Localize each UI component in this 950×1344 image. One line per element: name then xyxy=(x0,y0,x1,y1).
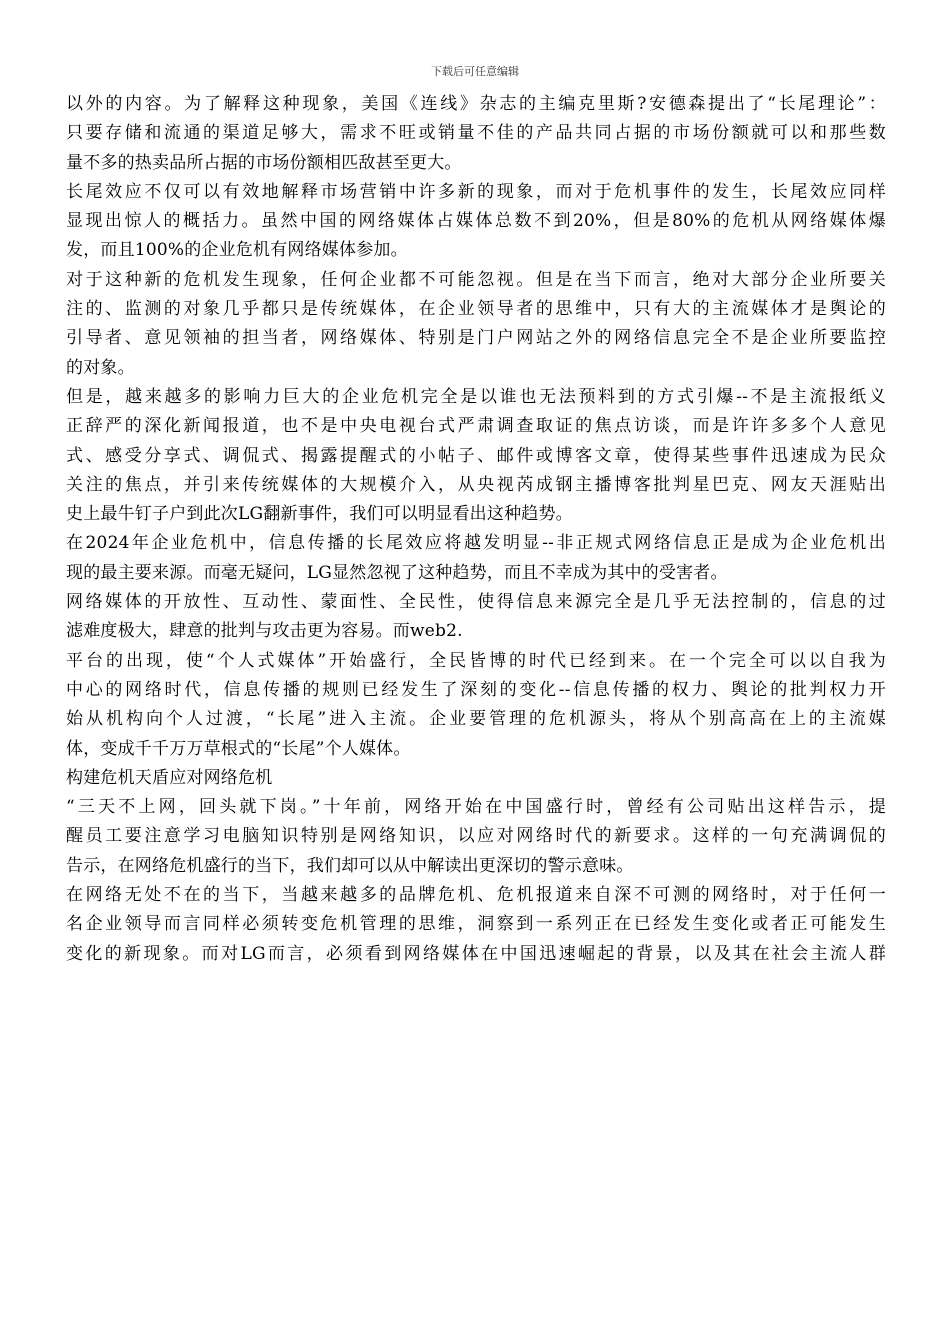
text-line: 名企业领导而言同样必须转变危机管理的思维，洞察到一系列正在已经发生变化或者正可能发生 xyxy=(66,914,886,935)
document-body xyxy=(66,90,886,969)
text-line: 中心的网络时代，信息传播的规则已经发生了深刻的变化--信息传播的权力、舆论的批判权力开 xyxy=(66,679,886,700)
text-line: 关注的焦点，并引来传统媒体的大规模介入，从央视芮成钢主播博客批判星巴克、网友天涯贴出 xyxy=(66,474,886,495)
text-line: 式、感受分享式、调侃式、揭露提醒式的小帖子、邮件或博客文章，使得某些事件迅速成为民众 xyxy=(66,445,886,466)
text-line: 以外的内容。为了解释这种现象，美国《连线》杂志的主编克里斯?安德森提出了“长尾理论”： xyxy=(66,94,886,114)
page-header: 下载后可任意编辑 xyxy=(431,65,519,78)
text-line: 网络媒体的开放性、互动性、蒙面性、全民性，使得信息来源完全是几乎无法控制的，信息的过 xyxy=(66,592,886,613)
text-line: 体，变成千千万万草根式的“长尾”个人媒体。 xyxy=(66,738,411,759)
text-line: 的对象。 xyxy=(66,357,135,378)
text-line: 注的、监测的对象几乎都只是传统媒体，在企业领导者的思维中，只有大的主流媒体才是舆论的 xyxy=(66,299,886,320)
text-line: 发，而且100%的企业危机有网络媒体参加。 xyxy=(66,240,408,261)
text-line: 醒员工要注意学习电脑知识特别是网络知识，以应对网络时代的新要求。这样的一句充满调侃的 xyxy=(66,826,886,847)
text-line: 显现出惊人的概括力。虽然中国的网络媒体占媒体总数不到20%，但是80%的危机从网络媒体爆 xyxy=(66,211,886,232)
text-line: 在网络无处不在的当下，当越来越多的品牌危机、危机报道来自深不可测的网络时，对于任何一 xyxy=(66,885,886,906)
text-line: 告示，在网络危机盛行的当下，我们却可以从中解读出更深切的警示意味。 xyxy=(66,855,634,876)
text-line: 构建危机天盾应对网络危机 xyxy=(66,767,273,788)
text-line: 平台的出现，使“个人式媒体”开始盛行，全民皆博的时代已经到来。在一个完全可以以自我为 xyxy=(66,650,886,671)
text-line: 史上最牛钉子户到此次LG翻新事件，我们可以明显看出这种趋势。 xyxy=(66,504,573,525)
text-line: 滤难度极大，肆意的批判与攻击更为容易。而web2. xyxy=(66,621,463,642)
text-line: 量不多的热卖品所占据的市场份额相匹敌甚至更大。 xyxy=(66,152,462,173)
text-line: 正辞严的深化新闻报道，也不是中央电视台式严肃调查取证的焦点访谈，而是许许多多个人意见 xyxy=(66,416,886,437)
text-line: 引导者、意见领袖的担当者，网络媒体、特别是门户网站之外的网络信息完全不是企业所要监控 xyxy=(66,328,886,349)
text-line: 对于这种新的危机发生现象，任何企业都不可能忽视。但是在当下而言，绝对大部分企业所要关 xyxy=(66,269,886,290)
text-line: 变化的新现象。而对LG而言，必须看到网络媒体在中国迅速崛起的背景，以及其在社会主流人群 xyxy=(66,943,886,964)
text-line: 在2024年企业危机中，信息传播的长尾效应将越发明显--非正规式网络信息正是成为企业危机出 xyxy=(66,533,886,554)
text-line: 现的最主要来源。而毫无疑问，LG显然忽视了这种趋势，而且不幸成为其中的受害者。 xyxy=(66,562,728,583)
text-line: 但是，越来越多的影响力巨大的企业危机完全是以谁也无法预料到的方式引爆--不是主流报纸义 xyxy=(66,386,886,407)
text-line: “三天不上网，回头就下岗。”十年前，网络开始在中国盛行时，曾经有公司贴出这样告示，提 xyxy=(66,797,886,818)
text-line: 始从机构向个人过渡，“长尾”进入主流。企业要管理的危机源头，将从个别高高在上的主流媒 xyxy=(66,709,886,730)
text-line: 长尾效应不仅可以有效地解释市场营销中许多新的现象，而对于危机事件的发生，长尾效应同样 xyxy=(66,181,886,202)
text-line: 只要存储和流通的渠道足够大，需求不旺或销量不佳的产品共同占据的市场份额就可以和那些数 xyxy=(66,123,886,144)
